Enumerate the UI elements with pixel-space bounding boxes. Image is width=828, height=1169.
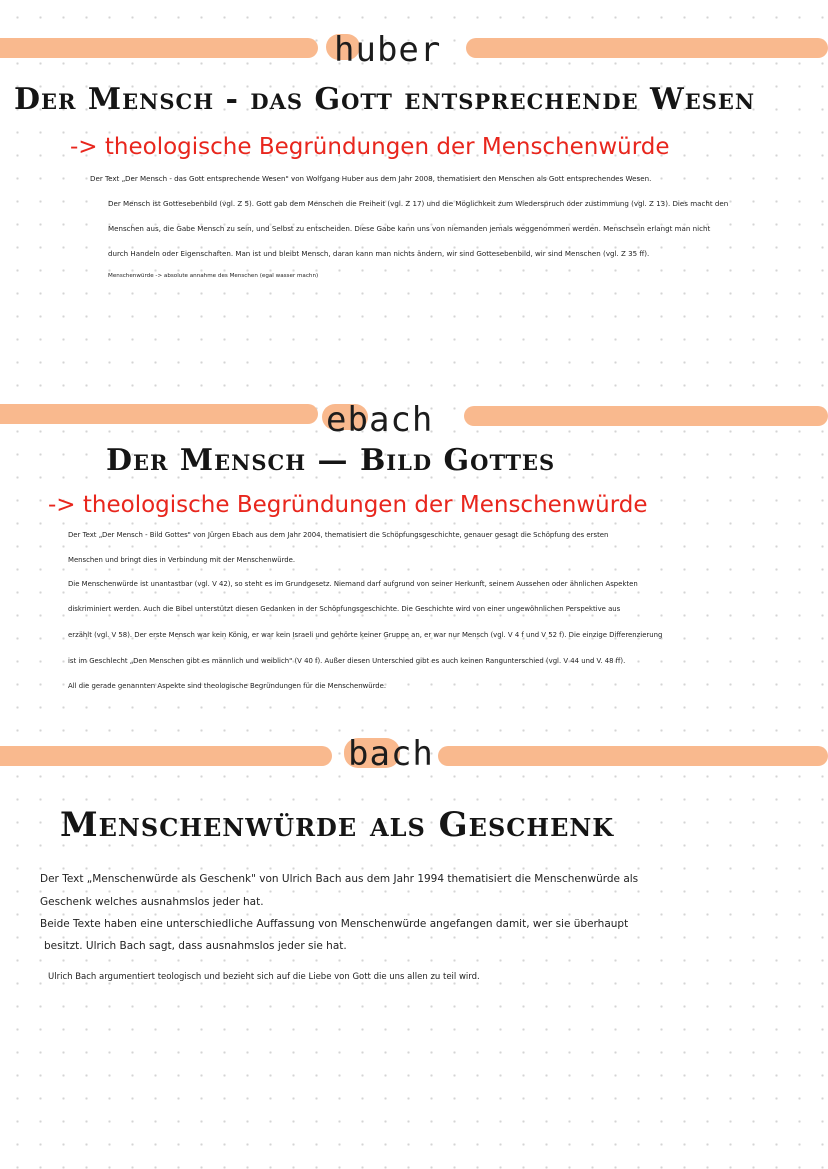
divider-label: huber — [334, 30, 442, 70]
text-line: Der Text „Der Mensch - das Gott entsprechende Wesen" von Wolfgang Huber aus dem Jahr 2008, thematisiert den Menschen als Gott entsprechendes Wesen. — [90, 174, 652, 183]
section-title: Der Mensch - das Gott entsprechende Wesen — [14, 82, 756, 117]
section-divider-bach — [0, 736, 828, 784]
divider-bar-left — [0, 404, 318, 424]
divider-label: bach — [348, 734, 434, 774]
text-line: Die Menschenwürde ist unantastbar (vgl. V 42), so steht es im Grundgesetz. Niemand darf aufgrund von seiner Herkunft, seinem Aussehen oder ähnlichen Aspekten — [68, 580, 638, 588]
divider-bar-right — [466, 38, 828, 58]
text-line: ist im Geschlecht „Den Menschen gibt es männlich und weiblich" (V 40 f). Außer diesen Unterschied gibt es auch keinen Rangunterschied (vgl. V 44 und V. 48 ff). — [68, 657, 626, 665]
section-subheading: -> theologische Begründungen der Menschenwürde — [48, 492, 648, 518]
section-title: Der Mensch — Bild Gottes — [106, 443, 556, 478]
text-line: besitzt. Ulrich Bach sagt, dass ausnahmslos jeder sie hat. — [44, 940, 347, 952]
text-line: diskriminiert werden. Auch die Bibel unterstützt diesen Gedanken in der Schöpfungsgeschichte. Die Geschichte wird von einer ungewöhnlichen Perspektive aus — [68, 605, 621, 613]
text-line: Der Text „Der Mensch - Bild Gottes" von Jürgen Ebach aus dem Jahr 2004, thematisiert die Schöpfungsgeschichte, genauer gesagt die Schöpfung des ersten — [68, 531, 609, 539]
text-line: Der Mensch ist Gottesebenbild (vgl. Z 5). Gott gab dem Menschen die Freiheit (vgl. Z 17) und die Möglichkeit zum Wiederspruch oder zustimmung (vgl. Z 13). Dies macht den — [108, 199, 729, 208]
text-line: erzählt (vgl. V 58). Der erste Mensch war kein König, er war kein Israeli und gehörte keiner Gruppe an, er war nur Mensch (vgl. V 4 f und V 52 f). Die einzige Differenzierung — [68, 631, 663, 639]
text-line: Menschen aus, die Gabe Mensch zu sein, und Selbst zu entscheiden. Diese Gabe kann uns von niemanden jemals weggenommen werden. Menschsein erlangt man nicht — [108, 224, 711, 233]
text-line: durch Handeln oder Eigenschaften. Man ist und bleibt Mensch, daran kann man nichts ändern, wir sind Gottesebenbild, wir sind Menschen (vgl. Z 35 ff). — [108, 249, 650, 258]
text-line: Der Text „Menschenwürde als Geschenk" von Ulrich Bach aus dem Jahr 1994 thematisiert die Menschenwürde als — [40, 873, 639, 885]
section-divider-huber — [0, 32, 828, 80]
text-line: Beide Texte haben eine unterschiedliche Auffassung von Menschenwürde angefangen damit, wer sie überhaupt — [40, 918, 629, 930]
divider-bar-left — [0, 746, 332, 766]
text-line: Menschenwürde -> absolute annahme des Menschen (egal wasser machn) — [108, 273, 319, 279]
text-line: Ulrich Bach argumentiert teologisch und bezieht sich auf die Liebe von Gott die uns allen zu teil wird. — [48, 972, 480, 982]
section-subheading: -> theologische Begründungen der Menschenwürde — [70, 134, 670, 160]
divider-bar-right — [464, 406, 828, 426]
divider-label: ebach — [326, 400, 434, 440]
text-line: All die gerade genannten Aspekte sind theologische Begründungen für die Menschenwürde. — [68, 682, 387, 690]
section-title: Menschenwürde als Geschenk — [60, 805, 615, 845]
divider-bar-left — [0, 38, 318, 58]
divider-bar-right — [438, 746, 828, 766]
text-line: Menschen und bringt dies in Verbindung mit der Menschenwürde. — [68, 556, 296, 564]
text-line: Geschenk welches ausnahmslos jeder hat. — [40, 896, 264, 908]
